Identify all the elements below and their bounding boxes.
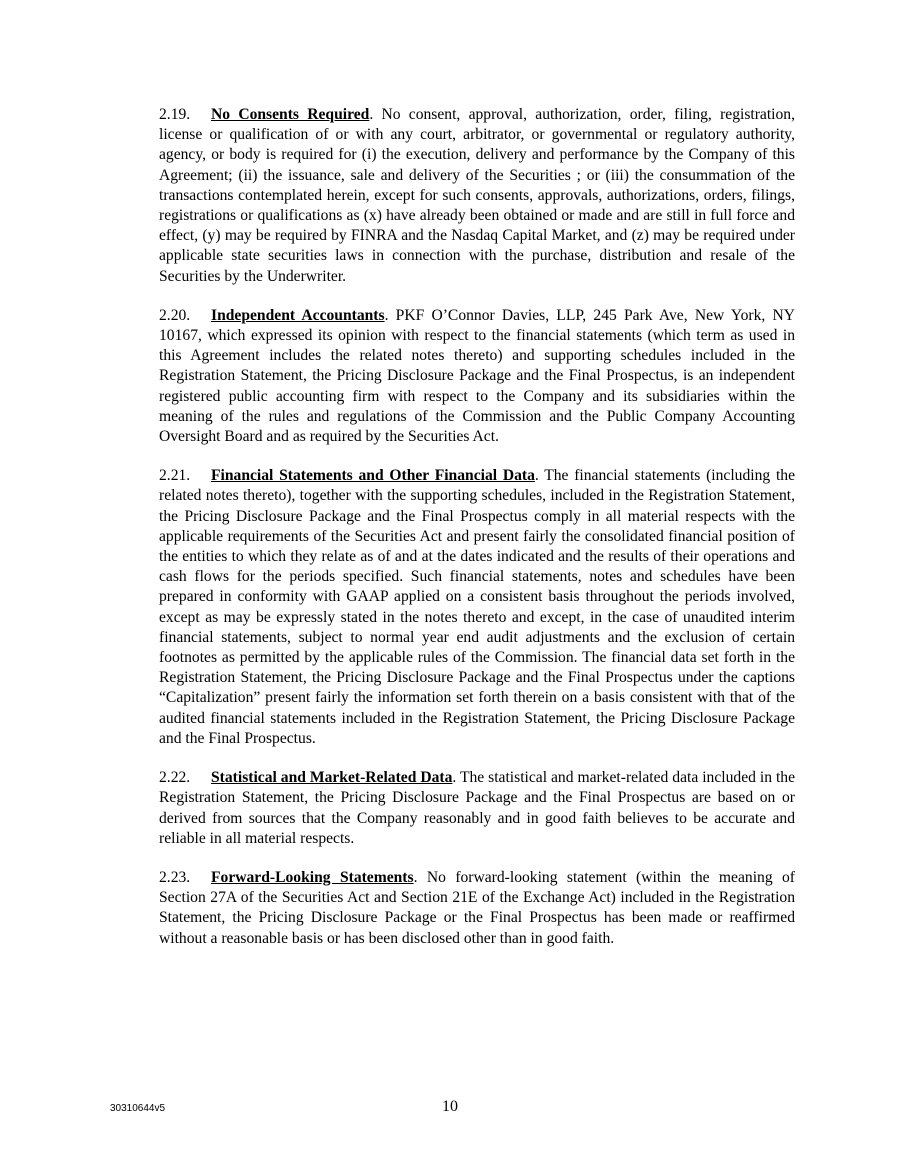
- section-text: . The statistical and market-related data included in the Registration Statement, the Pricing Disclosure Package and the Final Prospectus are based on or derived from sources that the Company reasonably and in good faith believes to be accurate and reliable in all material respects.: [159, 769, 795, 847]
- section-heading: Forward-Looking Statements: [211, 868, 414, 886]
- section-heading: No Consents Required: [211, 106, 370, 123]
- section-text: . PKF O’Connor Davies, LLP, 245 Park Ave, New York, NY 10167, which expressed its opinion with respect to the financial statements (which term as used in this Agreement includes the related notes thereto) and supporting schedules included in the Registration Statement, the Pricing Disclosure Package and the Final Prospectus, is an independent registered public accounting firm with respect to the Company and its subsidiaries within the meaning of the rules and regulations of the Commission and the Public Company Accounting Oversight Board and as required by the Securities Act.: [159, 306, 795, 446]
- section-2-22: [159, 768, 795, 849]
- section-number: 2.21.: [159, 467, 191, 485]
- section-text: . No consent, approval, authorization, order, filing, registration, license or qualification of or with any court, arbitrator, or governmental or regulatory authority, agency, or body is required for (i) the execution, delivery and performance by the Company of this Agreement; (ii) the issuance, sale and delivery of the Securities ; or (iii) the consummation of the transactions contemplated herein, except for such consents, approvals, authorizations, orders, filings, registrations or qualifications as (x) have already been obtained or made and are still in full force and effect, (y) may be required by FINRA and the Nasdaq Capital Market, and (z) may be required under applicable state securities laws in connection with the purchase, distribution and resale of the Securities by the Underwriter.: [159, 106, 795, 285]
- section-number: 2.22.: [159, 769, 191, 787]
- section-number: 2.23.: [159, 868, 191, 886]
- section-number: 2.19.: [159, 106, 191, 123]
- section-2-20: [159, 306, 795, 447]
- document-id: 30310644v5: [110, 1103, 166, 1114]
- section-heading: Financial Statements and Other Financial Data: [211, 467, 535, 485]
- section-heading: Independent Accountants: [211, 306, 385, 324]
- section-2-21: [159, 466, 795, 749]
- document-body: [159, 105, 795, 968]
- section-number: 2.20.: [159, 306, 191, 324]
- section-text: . No forward-looking statement (within the meaning of Section 27A of the Securities Act and Section 21E of the Exchange Act) included in the Registration Statement, the Pricing Disclosure Package or the Final Prospectus has been made or reaffirmed without a reasonable basis or has been disclosed other than in good faith.: [159, 868, 796, 947]
- section-heading: Statistical and Market-Related Data: [211, 769, 453, 787]
- section-2-19: [159, 105, 795, 287]
- section-2-23: [159, 868, 795, 949]
- page-number: 10: [442, 1098, 458, 1115]
- section-text: . The financial statements (including the related notes thereto), together with the supporting schedules, included in the Registration Statement, the Pricing Disclosure Package and the Final Prospectus comply in all material respects with the applicable requirements of the Securities Act and present fairly the consolidated financial position of the entities to which they relate as of and at the dates indicated and the results of their operations and cash flows for the periods specified. Such financial statements, notes and schedules have been prepared in conformity with GAAP applied on a consistent basis throughout the periods involved, except as may be expressly stated in the notes thereto and except, in the case of unaudited interim financial statements, subject to normal year end audit adjustments and the exclusion of certain footnotes as permitted by the applicable rules of the Commission. The financial data set forth in the Registration Statement, the Pricing Disclosure Package and the Final Prospectus under the captions “Capitalization” present fairly the information set forth therein on a basis consistent with that of the audited financial statements included in the Registration Statement, the Pricing Disclosure Package and the Final Prospectus.: [159, 467, 795, 747]
